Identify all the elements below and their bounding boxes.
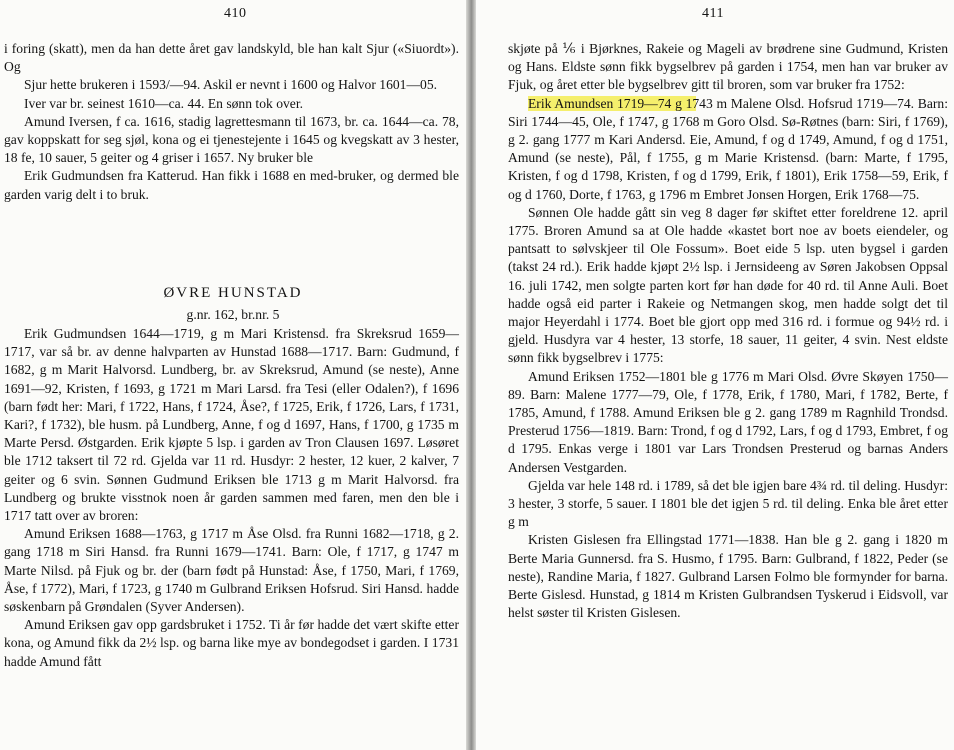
page-number: 411 bbox=[702, 6, 724, 21]
paragraph: Sønnen Ole hadde gått sin veg 8 dager før skiftet etter foreldrene 12. april 1775. Broren Amund sa at Ole hadde «kastet bort noe av boets eiendeler, og pantsatt to sølvskjeer til Ole Fossum». Boet eide 5 lsp. uten bygsel i garden (takst 24 rd.). Erik hadde kjøpt 2½ lsp. i Jernsideeng av Søren Jakobsen Oppsal 16. juli 1742, men solgte parten kort før han døde for 40 rd. til Anne Auli. Boet hadde også eid parter i Rakeie og Netmangen skog, men hadde solgt det til major Heyerdahl i 1774. Boet ble gjort opp med 316 rd. i formue og 94½ rd. i gjeld. Husdyra var 4 hester, 13 storfe, 18 sauer, 11 geiter, 4 svin. Nest eldste sønn fikk bygselbrev i 1775: bbox=[508, 204, 948, 366]
left-page bbox=[0, 0, 466, 750]
paragraph: Kristen Gislesen fra Ellingstad 1771—1838. Han ble g 2. gang i 1820 m Berte Maria Gunnersd. fra S. Husmo, f 1795. Barn: Gulbrand, f 1822, Peder (se neste), Randine Maria, f 1827. Gulbrand Larsen Folmo ble formynder for barna. Berte Gislesd. Hunstad, g 1814 m Kristen Gulbrandsen Tyskerud i Eidsvoll, var helst søster til Kristen Gislesen. bbox=[508, 532, 948, 621]
paragraph: Sjur hette brukeren i 1593/—94. Askil er nevnt i 1600 og Halvor 1601—05. bbox=[24, 77, 438, 93]
paragraph: skjøte på ⅙ i Bjørknes, Rakeie og Mageli av brødrene sine Gudmund, Kristen og Hans. Eldste sønn fikk bygselbrev på garden i 1754, men han var bruker av Fjuk, og året etter ble bygselbrev gitt til broren, som var bruker fra 1752: bbox=[508, 41, 948, 93]
section-heading: ØVRE HUNSTAD bbox=[163, 285, 303, 301]
section-text-block bbox=[4, 325, 459, 671]
right-page bbox=[476, 0, 954, 750]
section-subheading: g.nr. 162, br.nr. 5 bbox=[186, 307, 280, 322]
right-text-block bbox=[508, 40, 948, 623]
top-text-block bbox=[4, 40, 459, 204]
paragraph: Erik Gudmundsen 1644—1719, g m Mari Kristensd. fra Skreksrud 1659—1717, var så br. av denne halvparten av Hunstad 1688—1717. Barn: Gudmund, f 1682, g m Marit Halvorsd. Lundberg, br. av Skreksrud, Amund (se neste), Anne 1691—92, Kristen, f 1693, g 1721 m Mari Larsd. fra Tesi (eller Odalen?), f 1696 (barn født her: Mari, f 1722, Hans, f 1724, Åse?, f 1725, Erik, f 1726, Lars, f 1731, Kari?, f 1732), ble husm. på Lundberg, Anne, f og d 1697, Hans, f 1700, g 1735 m Marte Persd. Østgarden. Erik kjøpte 5 lsp. i garden av Tron Clausen 1697. Løsøret ble 1712 taksert til 72 rd. Gjelda var 11 rd. Husdyr: 2 hester, 12 kuer, 2 kalver, 7 geiter og 6 svin. Sønnen Gudmund Eriksen ble 1713 g m Marit Halvorsd. fra Lundberg og brukte visstnok noen år garden sammen med faren, men den ble i 1717 tatt over av broren: bbox=[4, 326, 459, 524]
paragraph: i foring (skatt), men da han dette året gav landskyld, ble han kalt Sjur («Siuordt»). Og bbox=[4, 41, 459, 75]
search-highlight: Erik Amundsen 1719—74 g 1743 m Malene Olsd. Hofsrud 1719—74. Barn: Siri 1744—45, Ole, f 1747, g 1768 m Goro Olsd. Sø-Røtnes (barn: Siri, f 1769), g 2. gang 1777 m Kari Andersd. Eie, Amund, f og d 1749, Amund, f og d 1751, Amund (se neste), Pål, f 1755, g m Marie Kristensd. (barn: Marte, f 1795, Kristen, f og d 1798, Kristen, f og d 1799, Erik, f 1801), Erik 1758—59, Erik, f og d 1760, Dorte, f 1763, g 1796 m Embret Jonsen Horgen, Erik 1768—75. bbox=[508, 95, 948, 202]
paragraph: Amund Iversen, f ca. 1616, stadig lagrettesmann til 1673, br. ca. 1644—ca. 78, gav koppskatt for seg sjøl, kona og ei tjenestejente i 1645 og kvegskatt av 3 hester, 18 fe, 10 sauer, 5 geiter og 4 griser i 1657. Ny bruker ble bbox=[4, 113, 459, 166]
paragraph: Iver var br. seinest 1610—ca. 44. En sønn tok over. bbox=[24, 95, 303, 111]
paragraph: Amund Eriksen 1752—1801 ble g 1776 m Mari Olsd. Øvre Skøyen 1750—89. Barn: Malene 1777—79, Ole, f 1778, Erik, f 1780, Mari, f 1782, Berte, f 1785, Amund, f 1788. Amund Eriksen ble g 2. gang 1789 m Ragnhild Trondsd. Presterud 1756—1819. Barn: Trond, f og d 1792, Lars, f og d 1793, Embret, f og d 1795. Enkas verge i 1801 var Lars Trondsen Presterud og barnas Anders Andersen Vestgarden. bbox=[508, 368, 948, 475]
paragraph: Amund Eriksen 1688—1763, g 1717 m Åse Olsd. fra Runni 1682—1718, g 2. gang 1718 m Siri Hansd. fra Runni 1679—1741. Barn: Ole, f 1717, g 1747 m Marte Nilsd. på Fjuk og br. der (barn født på Hunstad: Åse, f 1750, Mari, f 1769, Åse, f 1772), Mari, f 1723, g 1740 m Gulbrand Eriksen Hofsrud. Siri Hansd. hadde søskenbarn på Grøndalen (Syver Andersen). bbox=[4, 526, 459, 615]
paragraph: Amund Eriksen gav opp gardsbruket i 1752. Ti år før hadde det vært skifte etter kona, og Amund fikk da 2½ lsp. og barna like mye av bondegodset i garden. I 1731 hadde Amund fått bbox=[4, 617, 459, 669]
paragraph: Gjelda var hele 148 rd. i 1789, så det ble igjen bare 4¾ rd. til deling. Husdyr: 3 hester, 3 storfe, 5 sauer. I 1801 ble det igjen 5 rd. til deling. Enka ble året etter g m bbox=[508, 477, 948, 530]
page-number: 410 bbox=[224, 6, 247, 21]
highlighted-paragraph bbox=[508, 95, 948, 204]
paragraph: Erik Gudmundsen fra Katterud. Han fikk i 1688 en med-bruker, og dermed ble garden varig delt i to bruk. bbox=[4, 168, 459, 202]
book-gutter bbox=[466, 0, 476, 750]
